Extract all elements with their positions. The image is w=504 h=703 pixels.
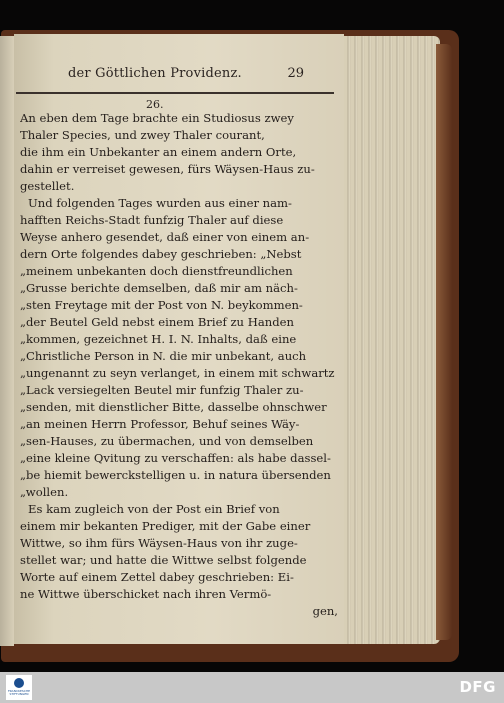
page-header — [28, 64, 338, 86]
text-line: „Lack versiegelten Beutel mir funfzig Thaler zu- — [20, 383, 304, 397]
text-line: gestellet. — [20, 179, 75, 193]
running-head: der Göttlichen Providenz. — [68, 66, 242, 81]
text-line: gen, — [312, 604, 338, 618]
text-line: „senden, mit dienstlicher Bitte, dasselbe ohnschwer — [20, 400, 327, 414]
text-line: „an meinen Herrn Professor, Behuf seines Wäy- — [20, 417, 300, 431]
page-stack — [344, 36, 440, 644]
text-line: „meinem unbekanten doch dienstfreundlichen — [20, 264, 293, 278]
text-line: einem mir bekanten Prediger, mit der Gabe einer — [20, 519, 311, 533]
text-line: Wittwe, so ihm fürs Wäysen-Haus von ihr zuge- — [20, 536, 298, 550]
text-line: Thaler Species, und zwey Thaler courant, — [20, 128, 265, 142]
page-body — [20, 110, 338, 620]
text-line: Und folgenden Tages wurden aus einer nam- — [28, 196, 292, 210]
text-line: hafften Reichs-Stadt funfzig Thaler auf diese — [20, 213, 284, 227]
text-line: „ungenannt zu seyn verlanget, in einem mit schwartz — [20, 366, 335, 380]
text-line: dern Orte folgendes dabey geschrieben: „Nebst — [20, 247, 302, 261]
logo-emblem-icon — [14, 678, 24, 688]
text-line: „be hiemit bewerckstelligen u. in natura übersenden — [20, 468, 331, 482]
dfg-logo[interactable]: DFG — [459, 678, 496, 696]
section-number: 26. — [146, 98, 164, 111]
cover-edge — [436, 44, 452, 640]
text-line: Es kam zugleich von der Post ein Brief von — [28, 502, 280, 516]
left-page-edge — [0, 36, 14, 646]
text-line: die ihm ein Unbekanter an einem andern Orte, — [20, 145, 297, 159]
text-line: Worte auf einem Zettel dabey geschrieben: Ei- — [20, 570, 294, 584]
page-number: 29 — [287, 66, 304, 81]
text-line: „kommen, gezeichnet H. I. N. Inhalts, daß eine — [20, 332, 297, 346]
text-line: ne Wittwe überschicket nach ihren Vermö- — [20, 587, 272, 601]
text-line: „wollen. — [20, 485, 69, 499]
text-line: „Christliche Person in N. die mir unbekant, auch — [20, 349, 307, 363]
header-rule — [16, 92, 334, 94]
text-line: „eine kleine Qvitung zu verschaffen: als habe dassel- — [20, 451, 331, 465]
text-line: „sten Freytage mit der Post von N. beykommen- — [20, 298, 303, 312]
logo-text: FRANCKESCHE STIFTUNGEN — [7, 689, 31, 697]
text-line: dahin er verreiset gewesen, fürs Wäysen-Haus zu- — [20, 162, 315, 176]
franckesche-stiftungen-logo[interactable] — [6, 675, 32, 700]
text-line: An eben dem Tage brachte ein Studiosus zwey — [20, 111, 294, 125]
text-line: stellet war; und hatte die Wittwe selbst folgende — [20, 553, 307, 567]
text-line: „sen-Hauses, zu übermachen, und von demselben — [20, 434, 314, 448]
text-line: Weyse anhero gesendet, daß einer von einem an- — [20, 230, 310, 244]
text-line: „der Beutel Geld nebst einem Brief zu Handen — [20, 315, 294, 329]
viewer-footer — [0, 672, 504, 703]
text-line: „Grusse berichte demselben, daß mir am näch- — [20, 281, 298, 295]
